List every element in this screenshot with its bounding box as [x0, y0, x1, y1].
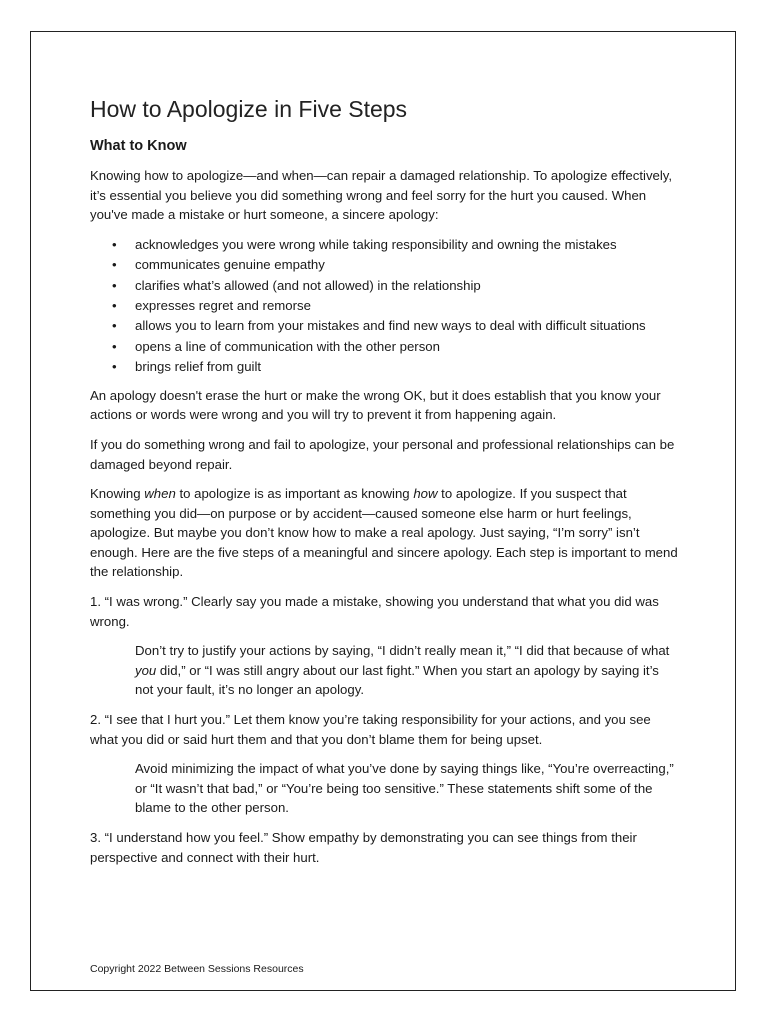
- bullet-icon: •: [112, 297, 117, 313]
- step-1-note: Don’t try to justify your actions by saying, “I didn’t really mean it,” “I did that because of what you did,” or “I was still angry about our last fight.” When you start an apology by saying it’s not your fault, it’s no longer an apology.: [135, 643, 670, 698]
- list-item: • acknowledges you were wrong while taking responsibility and owning the mistakes: [135, 235, 680, 255]
- step-2: 2. “I see that I hurt you.” Let them know you’re taking responsibility for your actions, and you see what you did or said hurt them and that you don’t blame them for being upset.: [90, 712, 651, 747]
- bullet-icon: •: [112, 236, 117, 252]
- document-body: [90, 94, 680, 877]
- list-item: • expresses regret and remorse: [135, 296, 680, 316]
- bullet-icon: •: [112, 359, 117, 375]
- copyright-footer: Copyright 2022 Between Sessions Resources: [90, 963, 304, 975]
- intro-paragraph: Knowing how to apologize—and when—can repair a damaged relationship. To apologize effectively, it’s essential you believe you did something wrong and feel sorry for the hurt you caused. When you've made a mistake or hurt someone, a sincere apology:: [90, 168, 673, 223]
- list-item: • brings relief from guilt: [135, 357, 680, 377]
- bullet-icon: •: [112, 277, 117, 293]
- paragraph-apology-effect: An apology doesn't erase the hurt or make the wrong OK, but it does establish that you know your actions or words were wrong and you will try to prevent it from happening again.: [90, 387, 661, 423]
- step-1: 1. “I was wrong.” Clearly say you made a mistake, showing you understand that what you did was wrong.: [90, 594, 659, 629]
- list-item: • allows you to learn from your mistakes and find new ways to deal with difficult situations: [135, 316, 680, 336]
- page-title: How to Apologize in Five Steps: [90, 96, 408, 122]
- step-2-note: Avoid minimizing the impact of what you’ve done by saying things like, “You’re overreacting,” or “It wasn’t that bad,” or “You’re being too sensitive.” These statements shift some of the blame to the other person.: [135, 761, 674, 816]
- list-item: • clarifies what’s allowed (and not allowed) in the relationship: [135, 276, 680, 296]
- list-item: • communicates genuine empathy: [135, 255, 680, 275]
- list-item: • opens a line of communication with the other person: [135, 337, 680, 357]
- step-3: 3. “I understand how you feel.” Show empathy by demonstrating you can see things from their perspective and connect with their hurt.: [90, 830, 637, 865]
- paragraph-when-how: Knowing when to apologize is as important as knowing how to apologize. If you suspect that something you did—on purpose or by accident—caused someone else harm or hurt feelings, apologize. But maybe you don’t know how to make a real apology. Just saying, “I’m sorry” isn’t enough. Here are the five steps of a meaningful and sincere apology. Each step is important to mend the relationship.: [90, 486, 678, 580]
- bullet-icon: •: [112, 257, 117, 273]
- bullet-icon: •: [112, 338, 117, 354]
- apology-qualities-list: [90, 235, 680, 377]
- paragraph-failure-consequence: If you do something wrong and fail to apologize, your personal and professional relationships can be damaged beyond repair.: [90, 436, 675, 472]
- bullet-icon: •: [112, 318, 117, 334]
- section-heading: What to Know: [90, 138, 187, 154]
